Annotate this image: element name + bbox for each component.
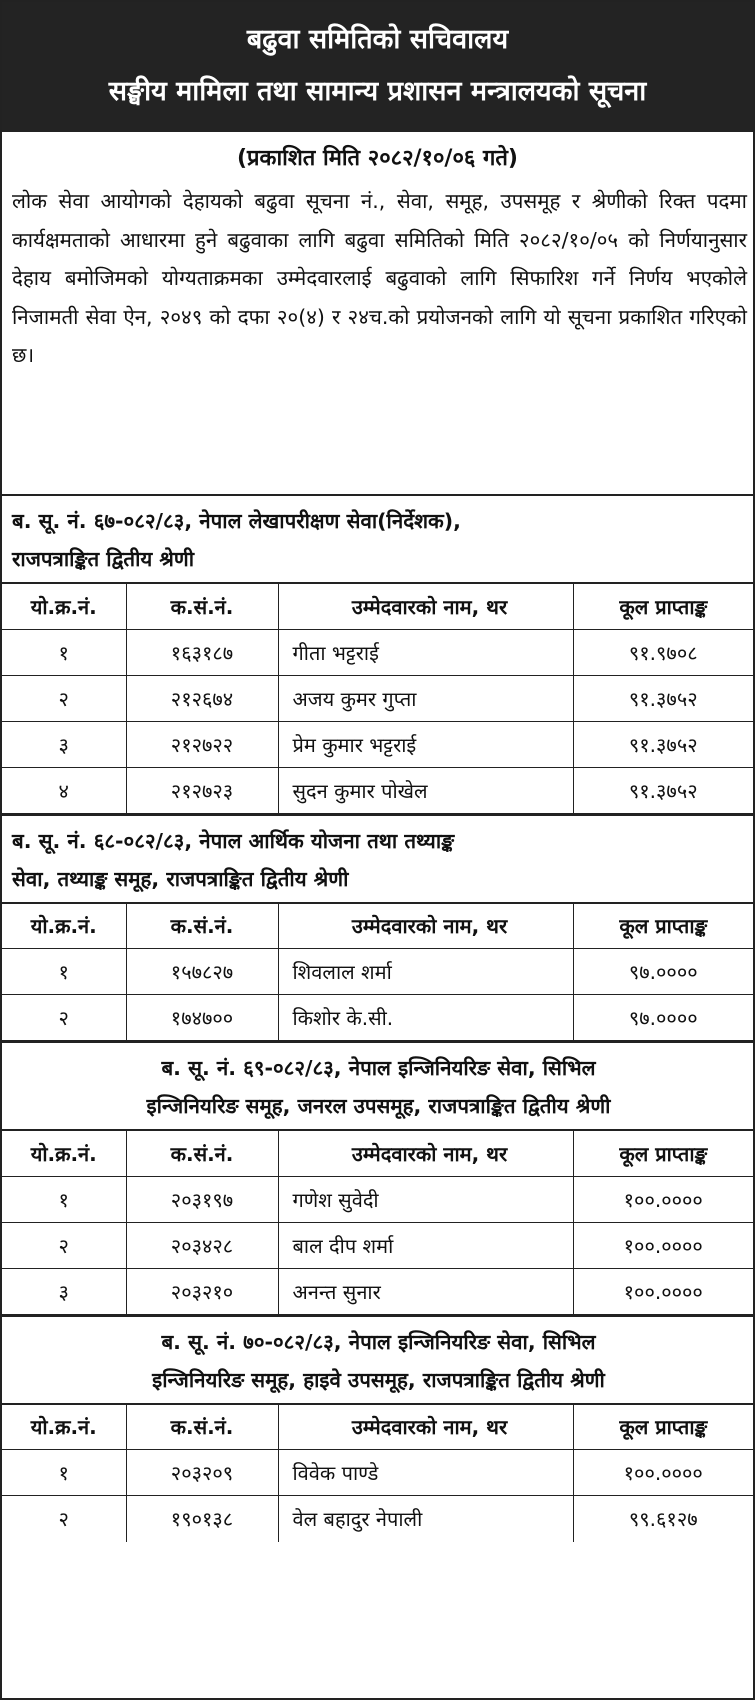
section-title-line1: ब. सू. नं. ७०-०८२/८३, नेपाल इन्जिनियरिङ सेवा, सिभिल	[161, 1329, 596, 1354]
marks-cell: ९९.६१२७	[573, 1496, 753, 1542]
section-title	[2, 496, 753, 582]
serial-cell: ३	[2, 1268, 126, 1314]
header-title-line1: बढुवा समितिको सचिवालय	[246, 24, 509, 55]
name-cell: सुदन कुमार पोखेल	[278, 767, 573, 813]
col-roll-header: क.सं.नं.	[126, 903, 278, 949]
section-70	[2, 1315, 753, 1542]
section-title-line1: ब. सू. नं. ६९-०८२/८३, नेपाल इन्जिनियरिङ सेवा, सिभिल	[161, 1056, 596, 1080]
col-serial-header: यो.क्र.नं.	[2, 583, 126, 629]
candidate-table	[2, 902, 753, 1042]
roll-cell: २१२६७४	[126, 675, 278, 721]
table-row	[2, 1450, 753, 1496]
section-68	[2, 814, 753, 1042]
name-cell: शिवलाल शर्मा	[278, 949, 573, 995]
name-cell: अजय कुमर गुप्ता	[278, 675, 573, 721]
roll-cell: १७४७००	[126, 995, 278, 1041]
col-marks-header: कूल प्राप्ताङ्क	[573, 1130, 753, 1176]
section-69	[2, 1041, 753, 1315]
candidate-table	[2, 582, 753, 814]
marks-cell: ९१.३७५२	[573, 721, 753, 767]
roll-cell: २०३१९७	[126, 1176, 278, 1222]
table-row	[2, 675, 753, 721]
section-title	[2, 1043, 753, 1129]
serial-cell: ३	[2, 721, 126, 767]
candidate-table	[2, 1403, 753, 1542]
roll-cell: १६३१८७	[126, 629, 278, 675]
marks-cell: ९१.३७५२	[573, 767, 753, 813]
serial-cell: २	[2, 995, 126, 1041]
section-title-line2: इन्जिनियरिङ समूह, जनरल उपसमूह, राजपत्राङ्कित द्वितीय श्रेणी	[146, 1094, 611, 1118]
name-cell: विवेक पाण्डे	[278, 1450, 573, 1496]
header-title-line2: सङ्घीय मामिला तथा सामान्य प्रशासन मन्त्रालयको सूचना	[108, 76, 647, 107]
table-header-row	[2, 1404, 753, 1450]
marks-cell: ९१.९७०८	[573, 629, 753, 675]
name-cell: गणेश सुवेदी	[278, 1176, 573, 1222]
section-title-line2: सेवा, तथ्याङ्क समूह, राजपत्राङ्कित द्वितीय श्रेणी	[12, 866, 349, 891]
serial-cell: ४	[2, 767, 126, 813]
section-title-line1: ब. सू. नं. ६८-०८२/८३, नेपाल आर्थिक योजना तथा तथ्याङ्क	[12, 828, 455, 853]
table-header-row	[2, 583, 753, 629]
col-name-header: उम्मेदवारको नाम, थर	[278, 1130, 573, 1176]
marks-cell: १००.००००	[573, 1450, 753, 1496]
section-title	[2, 816, 753, 902]
table-row	[2, 949, 753, 995]
col-marks-header: कूल प्राप्ताङ्क	[573, 1404, 753, 1450]
serial-cell: १	[2, 1176, 126, 1222]
roll-cell: २०३२१०	[126, 1268, 278, 1314]
serial-cell: १	[2, 1450, 126, 1496]
name-cell: वेल बहादुर नेपाली	[278, 1496, 573, 1542]
section-67	[2, 494, 753, 814]
serial-cell: १	[2, 949, 126, 995]
marks-cell: ९१.३७५२	[573, 675, 753, 721]
section-title	[2, 1317, 753, 1403]
marks-cell: १००.००००	[573, 1222, 753, 1268]
col-name-header: उम्मेदवारको नाम, थर	[278, 1404, 573, 1450]
col-name-header: उम्मेदवारको नाम, थर	[278, 903, 573, 949]
table-row	[2, 995, 753, 1041]
roll-cell: २१२७२३	[126, 767, 278, 813]
roll-cell: २०३२०९	[126, 1450, 278, 1496]
name-cell: बाल दीप शर्मा	[278, 1222, 573, 1268]
table-row	[2, 1496, 753, 1542]
table-row	[2, 1268, 753, 1314]
table-row	[2, 767, 753, 813]
intro-paragraph: लोक सेवा आयोगको देहायको बढुवा सूचना नं., सेवा, समूह, उपसमूह र श्रेणीको रिक्त पदमा कार्यक्षमताको आधारमा हुने बढुवाका लागि बढुवा समितिको मिति २०८२/१०/०५ को निर्णयानुसार देहाय बमोजिमको योग्यताक्रमका उम्मेदवारलाई बढुवाको लागि सिफारिश गर्ने निर्णय भएकोले निजामती सेवा ऐन, २०४९ को दफा २०(४) र २४च.को प्रयोजनको लागि यो सूचना प्रकाशित गरिएको छ।	[12, 189, 747, 367]
col-roll-header: क.सं.नं.	[126, 583, 278, 629]
notice-header	[2, 2, 753, 132]
table-row	[2, 629, 753, 675]
col-marks-header: कूल प्राप्ताङ्क	[573, 903, 753, 949]
marks-cell: ९७.००००	[573, 995, 753, 1041]
name-cell: गीता भट्टराई	[278, 629, 573, 675]
name-cell: प्रेम कुमार भट्टराई	[278, 721, 573, 767]
roll-cell: १९०१३८	[126, 1496, 278, 1542]
table-row	[2, 1222, 753, 1268]
marks-cell: १००.००००	[573, 1268, 753, 1314]
section-title-line2: इन्जिनियरिङ समूह, हाइवे उपसमूह, राजपत्राङ्कित द्वितीय श्रेणी	[152, 1367, 605, 1392]
section-title-line1: ब. सू. नं. ६७-०८२/८३, नेपाल लेखापरीक्षण सेवा(निर्देशक),	[12, 509, 461, 533]
marks-cell: ९७.००००	[573, 949, 753, 995]
col-roll-header: क.सं.नं.	[126, 1130, 278, 1176]
col-serial-header: यो.क्र.नं.	[2, 903, 126, 949]
serial-cell: २	[2, 1222, 126, 1268]
roll-cell: २१२७२२	[126, 721, 278, 767]
section-title-line2: राजपत्राङ्कित द्वितीय श्रेणी	[12, 547, 195, 571]
serial-cell: २	[2, 1496, 126, 1542]
col-marks-header: कूल प्राप्ताङ्क	[573, 583, 753, 629]
name-cell: अनन्त सुनार	[278, 1268, 573, 1314]
table-row	[2, 721, 753, 767]
col-name-header: उम्मेदवारको नाम, थर	[278, 583, 573, 629]
serial-cell: १	[2, 629, 126, 675]
col-serial-header: यो.क्र.नं.	[2, 1130, 126, 1176]
candidate-table	[2, 1129, 753, 1315]
roll-cell: २०३४२८	[126, 1222, 278, 1268]
marks-cell: १००.००००	[573, 1176, 753, 1222]
col-serial-header: यो.क्र.नं.	[2, 1404, 126, 1450]
roll-cell: १५७८२७	[126, 949, 278, 995]
table-header-row	[2, 1130, 753, 1176]
serial-cell: २	[2, 675, 126, 721]
published-date: (प्रकाशित मिति २०८२/१०/०६ गते)	[236, 146, 518, 171]
col-roll-header: क.सं.नं.	[126, 1404, 278, 1450]
table-header-row	[2, 903, 753, 949]
table-row	[2, 1176, 753, 1222]
name-cell: किशोर के.सी.	[278, 995, 573, 1041]
